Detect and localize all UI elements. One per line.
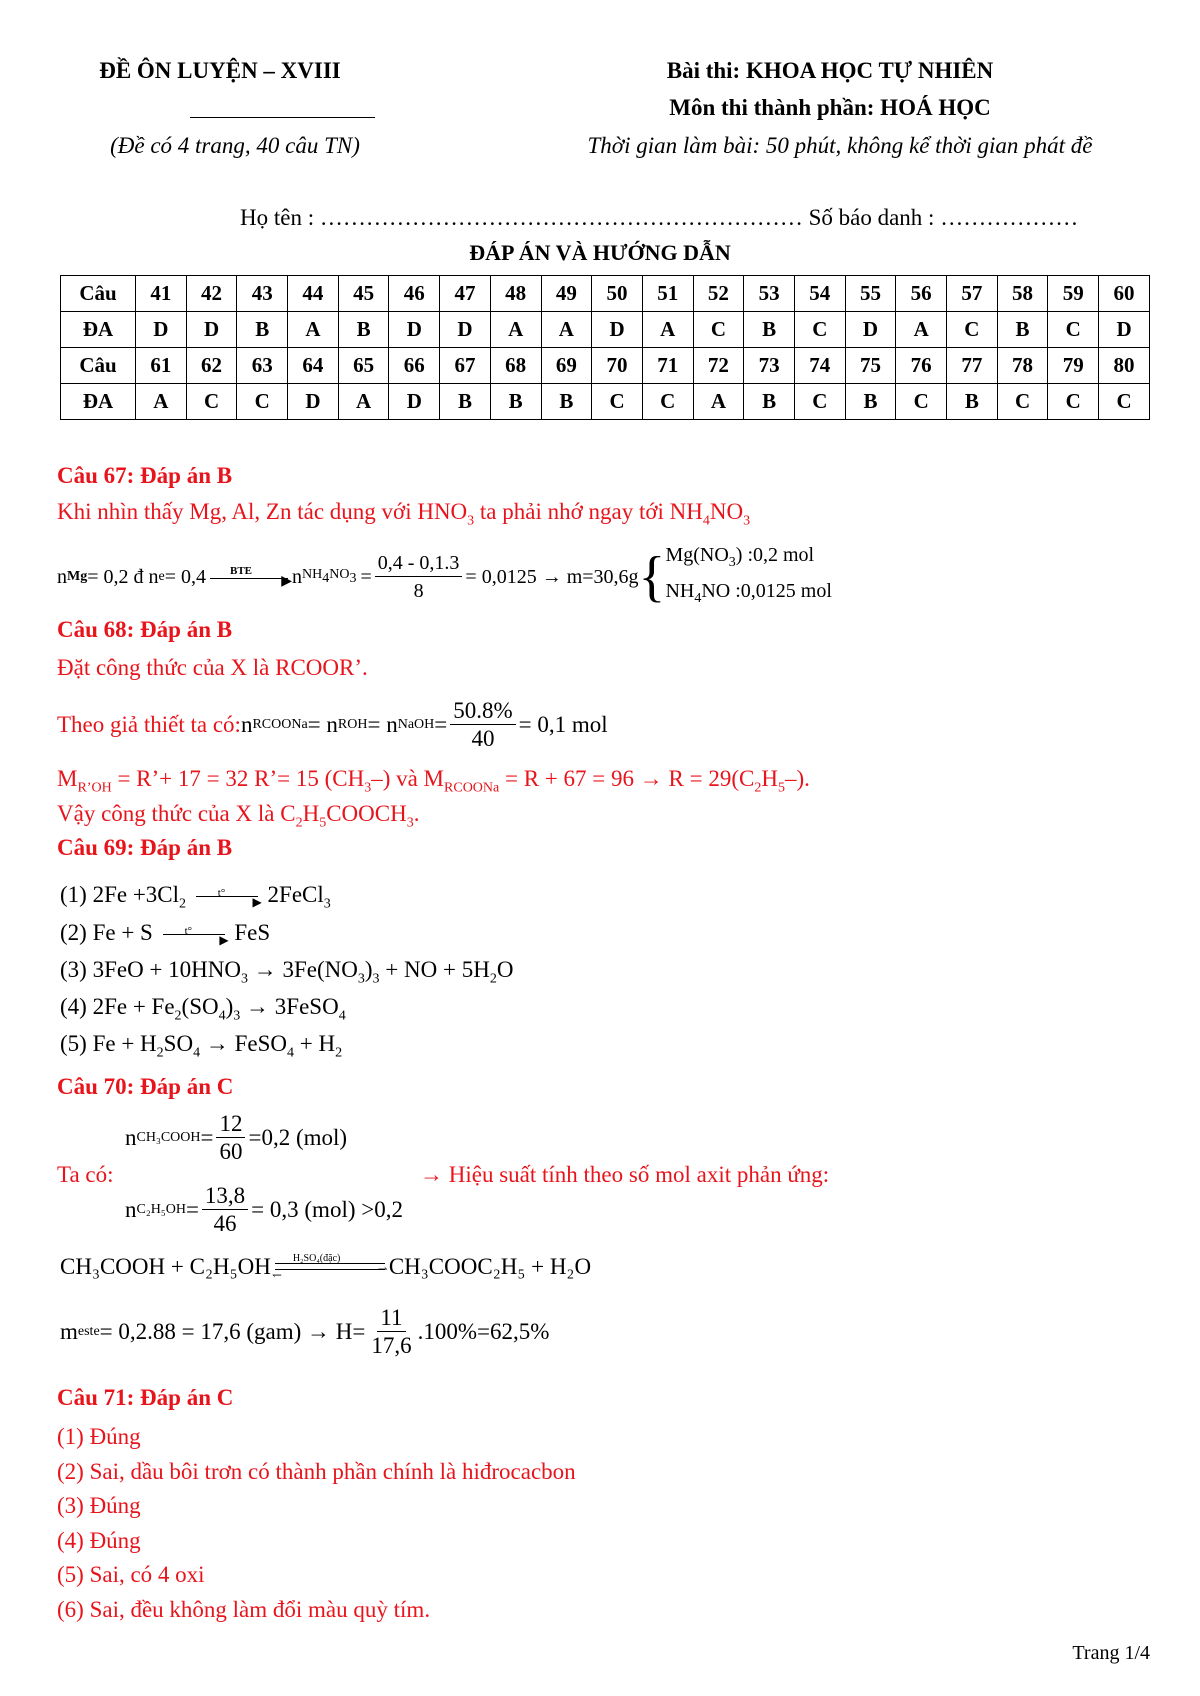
q70-title: Câu 70: Đáp án C <box>57 1074 234 1099</box>
q69-r2: (2) Fe + S t° ▶ FeS <box>60 920 271 948</box>
answer-question-number: 56 <box>896 276 947 312</box>
q68-line1: Đặt công thức của X là RCOOR’. <box>57 655 368 680</box>
answer-question-number: 53 <box>744 276 795 312</box>
q69-r4: (4) $2Fe + Fe_2(SO_4)_3$ → 3FeSO$_4$ <box>60 994 346 1024</box>
answer-letter: A <box>541 312 592 348</box>
q70-n2: n C₂H₅OH = $\frac{13,8}{46}$ = 0,3 (mol) >0,2 <box>125 1182 403 1236</box>
answer-letter: C <box>592 384 643 420</box>
answer-letter: C <box>997 384 1048 420</box>
answer-letter: D <box>288 384 339 420</box>
answer-question-number: 72 <box>693 348 744 384</box>
answer-letter: D <box>440 312 491 348</box>
q71-item: (1) Đúng <box>57 1424 141 1449</box>
answer-letter: B <box>440 384 491 420</box>
answer-letter: A <box>338 384 389 420</box>
answer-question-number: 75 <box>845 348 896 384</box>
answer-question-number: 54 <box>794 276 845 312</box>
q68-line4: Vậy công thức của X là $C_2H_5COOCH_3$. <box>57 801 420 831</box>
answer-question-number: 80 <box>1099 348 1150 384</box>
answer-letter: A <box>136 384 187 420</box>
answer-question-number: 70 <box>592 348 643 384</box>
answer-letter: C <box>947 312 998 348</box>
answer-question-number: 52 <box>693 276 744 312</box>
answer-letter: C <box>1099 384 1150 420</box>
answer-letter: C <box>896 384 947 420</box>
q69-r3: (3) $3FeO + 10HNO_3 \to 3Fe(NO_3)_3$ + NO + $5H_2O$ <box>60 957 514 987</box>
answer-question-number: 43 <box>237 276 288 312</box>
q67-title: Câu 67: Đáp án B <box>57 463 233 488</box>
answer-question-number: 69 <box>541 348 592 384</box>
answer-letter: D <box>592 312 643 348</box>
answer-letter: C <box>237 384 288 420</box>
q71-title: Câu 71: Đáp án C <box>57 1385 234 1410</box>
answer-question-number: 77 <box>947 348 998 384</box>
exam-subject: Môn thi thành phần: HOÁ HỌC <box>669 95 991 120</box>
answer-letter: C <box>1048 384 1099 420</box>
answer-question-number: 61 <box>136 348 187 384</box>
answer-letter: D <box>1099 312 1150 348</box>
answer-question-number: 47 <box>440 276 491 312</box>
answer-question-number: 46 <box>389 276 440 312</box>
exam-note: (Đề có 4 trang, 40 câu TN) <box>110 133 360 158</box>
answer-question-number: 42 <box>186 276 237 312</box>
q71-item: (5) Sai, có 4 oxi <box>57 1562 205 1587</box>
q69-r5: (5) $Fe + H_2SO_4$ → FeSO$_4$ + $H_2$ <box>60 1031 343 1061</box>
answer-letter: B <box>237 312 288 348</box>
answer-question-number: 63 <box>237 348 288 384</box>
q70-n1: n CH₃COOH = $\frac{12}{60}$ =0,2 (mol) <box>125 1110 348 1164</box>
title-underline <box>190 117 375 118</box>
q68-line3: $M_{R’OH}$ = R’+ 17 = 32 R’= 15 $(CH_3-)$ và $M_{RCOONa} = R + 67 = 96 \to R = 29(C_2H_5-)$. <box>57 766 810 796</box>
answer-letter: B <box>490 384 541 420</box>
answer-question-number: 71 <box>642 348 693 384</box>
q67-line1: Khi nhìn thấy Mg, Al, Zn tác dụng với $HNO_3$ ta phải nhớ ngay tới $NH_4NO_3$ <box>57 499 751 529</box>
answer-row-questions <box>61 348 1150 384</box>
q70-hieu-suat: → Hiệu suất tính theo số mol axit phản ứng: <box>420 1162 830 1187</box>
bte-arrow: BTE ▶ <box>210 576 288 579</box>
answer-letter: D <box>845 312 896 348</box>
q68-title: Câu 68: Đáp án B <box>57 617 233 642</box>
q71-item: (2) Sai, dầu bôi trơn có thành phần chính là hiđrocacbon <box>57 1458 576 1484</box>
answer-question-number: 58 <box>997 276 1048 312</box>
q69-title: Câu 69: Đáp án B <box>57 835 233 860</box>
q71-list <box>57 1420 576 1627</box>
answer-label-a: ĐA <box>61 384 136 420</box>
q71-item: (4) Đúng <box>57 1527 141 1553</box>
answer-question-number: 78 <box>997 348 1048 384</box>
q70-mass: m este = 0,2.88 = 17,6 (gam) → H= $\frac{11}{17,6}$ .100%=62,5% <box>60 1304 550 1358</box>
answer-label-q: Câu <box>61 348 136 384</box>
answer-question-number: 67 <box>440 348 491 384</box>
answer-question-number: 76 <box>896 348 947 384</box>
answer-title: ĐÁP ÁN VÀ HƯỚNG DẪN <box>469 240 731 265</box>
answer-question-number: 51 <box>642 276 693 312</box>
answer-letter: C <box>1048 312 1099 348</box>
answer-letter: A <box>642 312 693 348</box>
answer-letter: B <box>997 312 1048 348</box>
answer-question-number: 74 <box>794 348 845 384</box>
answer-question-number: 55 <box>845 276 896 312</box>
answer-row-questions <box>61 276 1150 312</box>
answer-table <box>60 275 1150 420</box>
answer-letter: B <box>744 312 795 348</box>
answer-question-number: 73 <box>744 348 795 384</box>
answer-letter: B <box>541 384 592 420</box>
answer-question-number: 50 <box>592 276 643 312</box>
answer-question-number: 45 <box>338 276 389 312</box>
answer-row-answers <box>61 312 1150 348</box>
answer-letter: A <box>693 384 744 420</box>
q67-calc: n Mg = 0,2 đ n e = 0,4 BTE ▶ n $NH_4NO_3$ = $\frac{0,4 - 0,1.3}{8}$ = 0,0125 → m=30,6g { $Mg(NO_3)$ :0,2 mol $NH_4NO$ :0,0125 mol <box>57 544 832 608</box>
answer-letter: A <box>490 312 541 348</box>
q71-item: (6) Sai, đều không làm đổi màu quỳ tím. <box>57 1596 431 1622</box>
answer-letter: C <box>794 384 845 420</box>
answer-letter: B <box>744 384 795 420</box>
answer-row-answers <box>61 384 1150 420</box>
answer-letter: B <box>947 384 998 420</box>
answer-question-number: 60 <box>1099 276 1150 312</box>
answer-letter: D <box>186 312 237 348</box>
answer-question-number: 62 <box>186 348 237 384</box>
answer-question-number: 57 <box>947 276 998 312</box>
answer-question-number: 65 <box>338 348 389 384</box>
answer-letter: D <box>389 384 440 420</box>
answer-question-number: 68 <box>490 348 541 384</box>
answer-question-number: 59 <box>1048 276 1099 312</box>
answer-label-q: Câu <box>61 276 136 312</box>
q70-taco: Ta có: <box>57 1162 114 1187</box>
exam-name: Bài thi: KHOA HỌC TỰ NHIÊN <box>666 58 994 83</box>
answer-question-number: 66 <box>389 348 440 384</box>
answer-question-number: 41 <box>136 276 187 312</box>
q71-item: (3) Đúng <box>57 1493 141 1518</box>
page-number: Trang 1/4 <box>1072 1642 1150 1664</box>
answer-letter: A <box>288 312 339 348</box>
answer-label-a: ĐA <box>61 312 136 348</box>
answer-letter: C <box>693 312 744 348</box>
name-line: Họ tên : ……………………………………………………… Số báo danh : ……………… <box>240 205 1079 230</box>
answer-letter: D <box>136 312 187 348</box>
q68-line2: Theo giả thiết ta có: n RCOONa = n ROH = n NaOH = $\frac{50.8\%}{40}$ = 0,1 mol <box>57 697 608 751</box>
answer-letter: B <box>845 384 896 420</box>
answer-question-number: 44 <box>288 276 339 312</box>
answer-question-number: 48 <box>490 276 541 312</box>
answer-letter: C <box>642 384 693 420</box>
exam-time: Thời gian làm bài: 50 phút, không kể thời gian phát đề <box>587 133 1093 158</box>
q69-r1: (1) $2Fe +3Cl_2$ t° ▶ 2FeCl$_3$ <box>60 882 331 912</box>
answer-letter: D <box>389 312 440 348</box>
answer-letter: B <box>338 312 389 348</box>
answer-question-number: 49 <box>541 276 592 312</box>
q70-equation: CH₃COOH + C₂H₅OH H₂SO₄(đặc) ⇀ ↽ CH₃COOC₂H₅ + H₂O <box>60 1253 592 1282</box>
answer-question-number: 64 <box>288 348 339 384</box>
answer-letter: C <box>794 312 845 348</box>
exam-title: ĐỀ ÔN LUYỆN – XVIII <box>99 58 341 83</box>
answer-letter: C <box>186 384 237 420</box>
answer-letter: A <box>896 312 947 348</box>
answer-question-number: 79 <box>1048 348 1099 384</box>
